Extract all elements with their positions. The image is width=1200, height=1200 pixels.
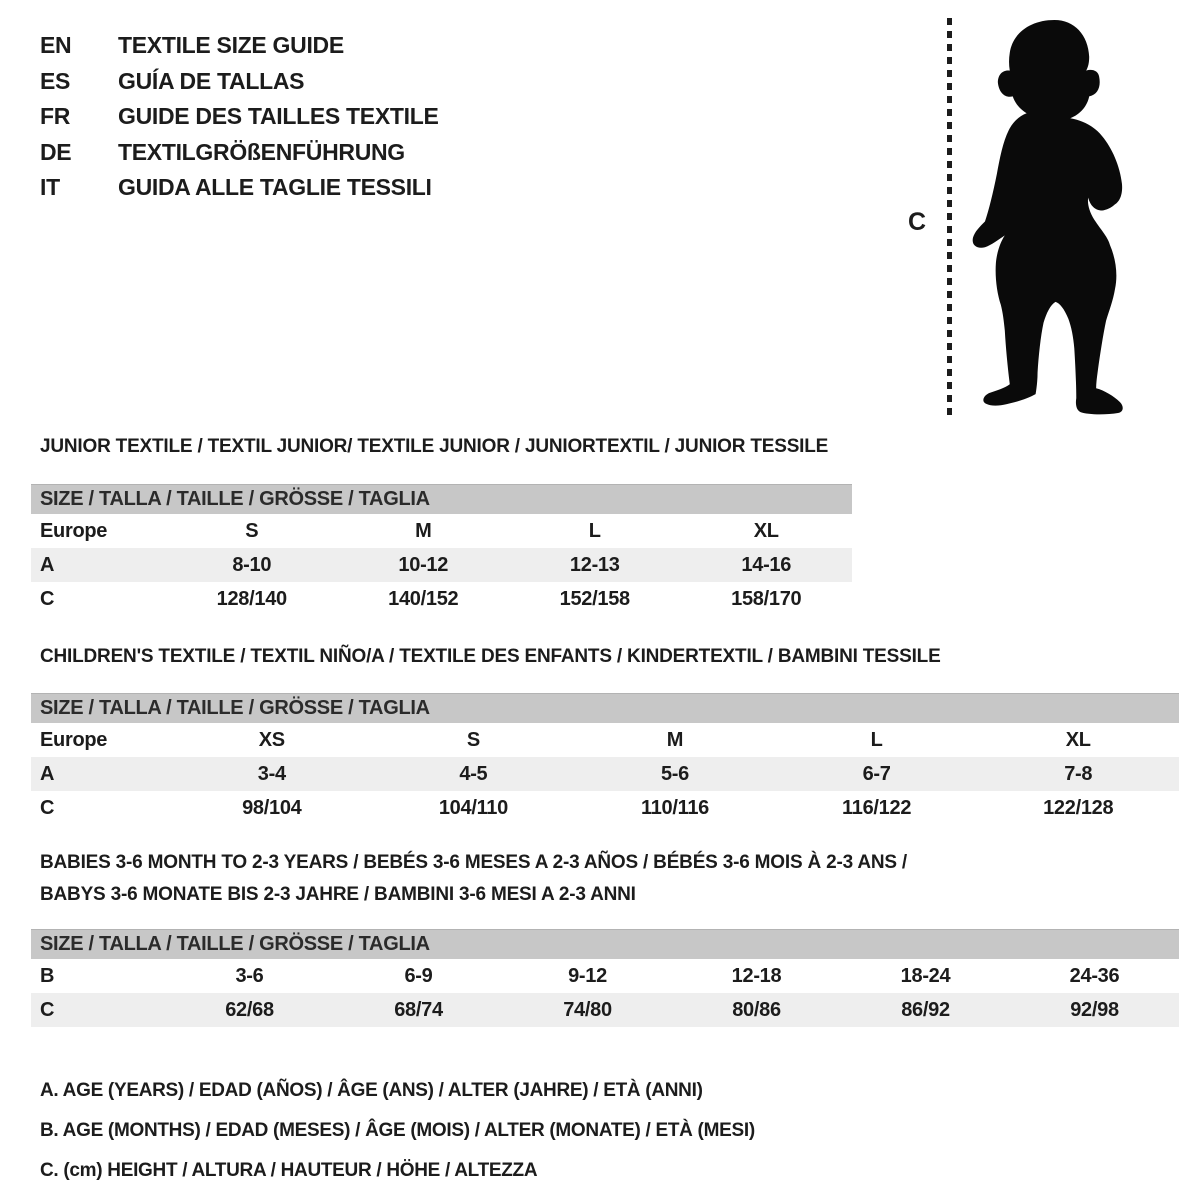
toddler-silhouette-icon <box>960 15 1135 417</box>
table-cell: 152/158 <box>559 587 630 610</box>
language-row <box>40 64 439 100</box>
row-label: C <box>40 587 55 610</box>
children-size-table <box>31 693 1179 825</box>
table-cell: XL <box>753 519 779 542</box>
table-cell: 92/98 <box>1070 998 1119 1021</box>
table-row <box>31 723 1179 757</box>
table-cell: 3-4 <box>257 762 286 785</box>
table-cell: L <box>588 519 601 542</box>
table-cell: 116/122 <box>842 796 912 819</box>
table-cell: 12-18 <box>731 964 782 987</box>
table-row <box>31 582 852 616</box>
table-cell: 4-5 <box>459 762 488 785</box>
table-cell: M <box>415 519 432 542</box>
table-cell: 128/140 <box>216 587 287 610</box>
language-title-list <box>40 28 439 206</box>
row-label: C <box>40 796 55 819</box>
table-cell: L <box>870 728 883 751</box>
table-cell: 6-9 <box>404 964 433 987</box>
language-row <box>40 99 439 135</box>
guide-title: GUIDA ALLE TAGLIE TESSILI <box>118 174 432 201</box>
table-cell: S <box>466 728 480 751</box>
table-cell: 104/110 <box>438 796 508 819</box>
size-header-bar: SIZE / TALLA / TAILLE / GRÖSSE / TAGLIA <box>31 484 852 514</box>
table-cell: 110/116 <box>640 796 709 819</box>
language-code: DE <box>40 138 72 165</box>
measure-legend <box>40 1071 755 1191</box>
babies-size-table <box>31 929 1179 1027</box>
guide-title: GUIDE DES TAILLES TEXTILE <box>118 103 439 130</box>
guide-title: TEXTILE SIZE GUIDE <box>118 32 344 59</box>
table-cell: XS <box>258 728 285 751</box>
table-row <box>31 757 1179 791</box>
language-row <box>40 135 439 171</box>
table-cell: 62/68 <box>225 998 274 1021</box>
language-code: FR <box>40 103 71 130</box>
table-row <box>31 959 1179 993</box>
babies-title-line2: BABYS 3-6 MONATE BIS 2-3 JAHRE / BAMBINI 3-6 MESI A 2-3 ANNI <box>40 884 636 905</box>
table-cell: 9-12 <box>568 964 607 987</box>
language-row <box>40 28 439 64</box>
table-cell: 6-7 <box>862 762 891 785</box>
table-cell: 68/74 <box>394 998 443 1021</box>
junior-size-table <box>31 484 852 616</box>
legend-line-a: A. AGE (YEARS) / EDAD (AÑOS) / ÂGE (ANS) / ALTER (JAHRE) / ETÀ (ANNI) <box>40 1080 703 1101</box>
row-label: B <box>40 964 55 987</box>
guide-title: GUÍA DE TALLAS <box>118 67 305 94</box>
height-measure-dashed-line <box>947 18 952 416</box>
size-header-bar: SIZE / TALLA / TAILLE / GRÖSSE / TAGLIA <box>31 929 1179 959</box>
table-cell: 18-24 <box>900 964 951 987</box>
table-cell: 14-16 <box>741 553 792 576</box>
language-code: ES <box>40 67 71 94</box>
size-header-bar: SIZE / TALLA / TAILLE / GRÖSSE / TAGLIA <box>31 693 1179 723</box>
language-code: EN <box>40 32 72 59</box>
table-cell: 7-8 <box>1064 762 1093 785</box>
table-cell: 98/104 <box>242 796 302 819</box>
table-cell: 122/128 <box>1043 796 1114 819</box>
table-cell: M <box>666 728 684 751</box>
table-row <box>31 791 1179 825</box>
table-cell: 80/86 <box>732 998 781 1021</box>
table-cell: 8-10 <box>232 553 272 576</box>
legend-line-c: C. (cm) HEIGHT / ALTURA / HAUTEUR / HÖHE / ALTEZZA <box>40 1160 538 1181</box>
table-cell: 74/80 <box>563 998 612 1021</box>
babies-section-title <box>40 847 907 911</box>
row-label: C <box>40 998 55 1021</box>
table-cell: 86/92 <box>901 998 950 1021</box>
row-label: A <box>40 553 55 576</box>
table-row <box>31 993 1179 1027</box>
babies-title-line1: BABIES 3-6 MONTH TO 2-3 YEARS / BEBÉS 3-6 MESES A 2-3 AÑOS / BÉBÉS 3-6 MOIS À 2-3 ANS / <box>40 852 908 873</box>
legend-line-b: B. AGE (MONTHS) / EDAD (MESES) / ÂGE (MOIS) / ALTER (MONATE) / ETÀ (MESI) <box>40 1120 755 1141</box>
language-code: IT <box>40 174 60 201</box>
language-row <box>40 170 439 206</box>
children-section-title: CHILDREN'S TEXTILE / TEXTIL NIÑO/A / TEXTILE DES ENFANTS / KINDERTEXTIL / BAMBINI TESSILE <box>40 646 941 667</box>
table-cell: XL <box>1065 728 1091 751</box>
table-cell: 24-36 <box>1069 964 1120 987</box>
table-cell: 3-6 <box>235 964 264 987</box>
junior-section-title: JUNIOR TEXTILE / TEXTIL JUNIOR/ TEXTILE JUNIOR / JUNIORTEXTIL / JUNIOR TESSILE <box>40 436 829 457</box>
height-measure-label: C <box>908 208 926 236</box>
table-cell: 140/152 <box>388 587 459 610</box>
table-row <box>31 514 852 548</box>
table-row <box>31 548 852 582</box>
row-label: A <box>40 762 55 785</box>
row-label: Europe <box>40 728 108 751</box>
row-label: Europe <box>40 519 108 542</box>
table-cell: 12-13 <box>569 553 620 576</box>
table-cell: 5-6 <box>660 762 689 785</box>
table-cell: 158/170 <box>731 587 802 610</box>
table-cell: S <box>245 519 259 542</box>
table-cell: 10-12 <box>398 553 449 576</box>
guide-title: TEXTILGRÖßENFÜHRUNG <box>118 138 405 165</box>
